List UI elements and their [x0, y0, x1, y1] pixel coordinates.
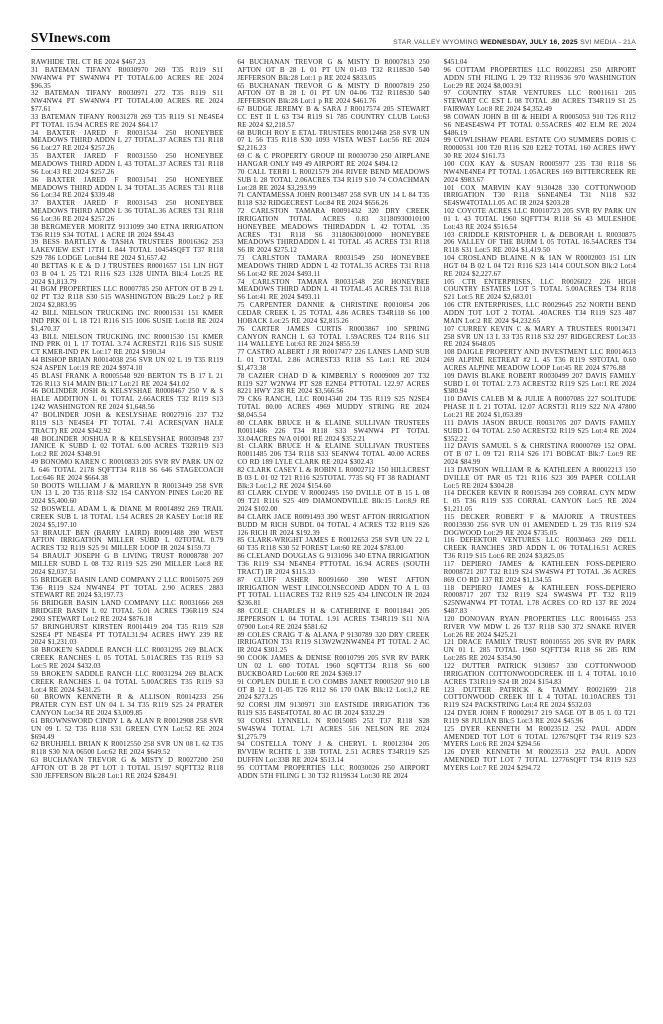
tax-record-entry: 47 BOLINDER JOSH & KESLYSHAE R0027916 237 T32 R119 S13 NE4SE4 PT TOTAL 7.41 ACRES(VAN HALE TRACT) RE 2024 $342.92	[31, 410, 224, 435]
tax-record-entry: 115 DECKER ROBERT F & MAJORIE A TRUSTEES R0013930 256 SVR UN 01 AMENDED L 29 T35 R119 S24 DOGWOOD Lot:29 RE 2024 $735.05	[443, 512, 636, 537]
tax-record-entry: 40 BETTAS K E & D J TRUSTEES R0001657 151 LIN HGT 03 B 04 L 25 T21 R116 S23 1328 UINTA Blk:4 Lot:25 RE 2024 $1,813.79	[31, 261, 224, 286]
tax-record-entry: 98 COWAN JOHN B III & HEIDI A R0005053 910 T26 R112 S6 NE4SE4SW4 PT TOTAL 0.55ACRES 402 ELM RE 2024 $486.19	[443, 112, 636, 137]
tax-record-entry: 70 CALL TERRI L R0021579 204 RIVER BEND MEADOWS SUB L 28 TOTAL 2.06ACRES T34 R119 S10 74 COACHMAN Lot:28 RE 2024 $3,293.99	[237, 167, 430, 192]
tax-record-entry: 69 C & C PROPERTY GROUP III R0030730 250 AIRPLANE HANGAR ONLY #49 49 AIRPORT RE 2024 $494.12	[237, 152, 430, 168]
tax-record-entry: 44 BISHOP BRIAN R0014038 256 SVR UN 02 L 19 T35 R119 S24 ASPEN Lot:19 RE 2024 $974.10	[31, 356, 224, 372]
tax-record-entry: 48 BOLINDER JOSHUA R & KELSEYSHAE R0030948 237 JANICE K SUBD L 02 TOTAL 6.00 ACRES T32R119 S13 Lot:2 RE 2024 $348.91	[31, 434, 224, 459]
tax-record-entry: 82 CLARK CASEY L & ROBIN L R0002712 150 HILLCREST B 03 L 01 02 T21 R116 S25TOTAL 7735 SQ FT 38 RADIANT Blk:3 Lot:1,2 RE 2024 $154.60	[237, 465, 430, 490]
tax-record-entry: 93 CORSI LYNNELL N R0015085 253 T37 R118 S28 SW4SW4 TOTAL 1.71 ACRES 516 NELSON RE 2024 $1,275.79	[237, 716, 430, 741]
tax-record-entry: 84 CLARK JACE R0091493 390 WEST AFTON IRRIGATION BUDD M RICH SUBDL 04 TOTAL 4 ACRES T32 R119 S26 126 RICH IR 2024 $192.39	[237, 512, 430, 537]
tax-record-entry: 32 BATEMAN TIFANY R0030971 272 T35 R119 S11 NW4NW4 PT SW4NW4 PT TOTAL4.00 ACRES RE 2024 $77.61	[31, 89, 224, 114]
tax-record-entry: 118 DEPIERO JAMES & KATHLEEN FOSS-DEPIERO R0008717 207 T32 R119 S24 SW4SW4 PT T32 R119 S25NW4NW4 PT TOTAL 1.78 ACRES CO RD 137 RE 2024 $487.83	[443, 583, 636, 616]
tax-record-entry: 39 BESS BARTLEY & TASHA TRUSTEES R0016362 253 LAKEVIEW EST 17TH L 844 TOTAL 10454SQFT T37 R118 S29 786 LODGE Lot:844 RE 2024 $1,657.42	[31, 238, 224, 263]
notice-column-3	[444, 59, 636, 781]
tax-record-entry: 33 BATEMAN TIFANY R0031278 269 T35 R119 S1 NE4SE4 PT TOTAL 15.94 ACRES RE 2024 $64.17	[31, 112, 224, 129]
tax-record-entry: 85 CLARK-WRIGHT JAMES E R0012653 258 SVR UN 22 L 60 T35 R118 S30 52 FOREST Lot:60 RE 2024 $783.00	[237, 536, 430, 553]
tax-record-entry: 79 CK6 RANCH, LLC R0014340 204 T35 R119 S25 N2SE4 TOTAL 80.00 ACRES 4969 MUDDY STRING RE 2024 $8,045.54	[237, 395, 430, 419]
tax-record-entry: 111 DAVIS JASON BRUCE R0031705 207 DAVIS FAMILY SUBD L 04 TOTAL 2.50 ACREST32 R119 S25 Lot:4 RE 2024 $352.22	[443, 418, 636, 443]
tax-record-entry: 120 DONOVAN RYAN PROPERTIES LLC R0016455 253 RIVER VW MDW L 26 T37 R118 S30 372 SNAKE RIVER Lot:26 RE 2024 $425.21	[443, 614, 636, 639]
tax-record-entry: 50 BOOTS WILLIAM J & MARILYN R R0013449 258 SVR UN 13 L 20 T35 R118 S32 154 CANYON PINES Lot:20 RE 2024 $5,400.60	[31, 481, 224, 506]
dateline-date: WEDNESDAY, JULY 16, 2025	[480, 39, 578, 46]
tax-record-entry: 87 CLUFF ASHER R0091660 390 WEST AFTON IRRIGATION WEST LINCOLNSECOND ADDN TO A L 03 PT TOTAL 1.11ACRES T32 R119 S25 434 LINCOLN IR 2024 $236.81	[237, 575, 430, 608]
tax-record-entry: 81 CLARK BRUCE H & ELAINE SULLIVAN TRUSTEES R0011485 206 T34 R118 S33 SE4NW4 TOTAL 40.00 ACRES CO RD 189 LYLE CLARK RE 2024 $302.43	[237, 442, 430, 467]
tax-record-entry: 121 DRACE FAMILY TRUST R0010555 205 SVR RV PARK UN 01 L 285 TOTAL 1960 SQFTT34 R118 S6 285 RIM Lot:285 RE 2024 $354.90	[443, 638, 636, 663]
tax-record-entry: RAWHIDE TRL CT RE 2024 $467.23	[31, 58, 146, 66]
tax-record-entry: 101 COX MARVIN KAY 9130428 330 COTTONWOOD IRRIGATION T30 R118 S6NE4NE4 T31 N118 S32 SE4SW4TOTAL1.05 AC IR 2024 $203.28	[443, 183, 636, 208]
tax-record-entry: 37 BAXTER JARED F R0031543 250 HONEYBEE MEADOWS THIRD ADDN L 36 TOTAL.36 ACRES T31 R118 S6 Lot:36 RE 2024 $257.26	[31, 199, 224, 223]
notice-column-1	[31, 59, 223, 781]
tax-record-entry: 57 BRINGHURST KIRSTEN R0014419 204 T35 R119 S28 S2SE4 PT NE4SE4 PT TOTAL31.94 ACRES HWY 239 RE 2024 $1,231.03	[31, 622, 224, 647]
tax-record-entry: 86 CLELAND DOUGLAS G 9131096 340 ETNA IRRIGATION T36 R119 S34 NE4NE4 PTTOTAL 16.94 ACRES (SOUTH TRACT) IR 2024 $115.33	[237, 552, 430, 576]
tax-record-entry: 126 DYER KENNETH M R0023513 252 PAUL ADDN AMENDED TOT LOT 7 TOTAL 12776SQFT T34 R119 S23 MYERS Lot:7 RE 2024 $294.72	[443, 748, 636, 772]
tax-record-entry: 110 DAVIS CALEB M & JULIE A R0007085 227 SOLITUDE PHASE II L 21 TOTAL 12.07 ACRST31 R119 S22 N/A 47800 Lot:21 RE 2024 $1,053.89	[443, 395, 636, 419]
tax-record-entry: 34 BAXTER JARED F R0031534 250 HONEYBEE MEADOWS THIRD ADDN L 27 TOTAL.37 ACRES T31 R118 S6 Lot:27 RE 2024 $257.26	[31, 128, 224, 153]
dateline-location: STAR VALLEY WYOMING	[393, 39, 481, 46]
tax-record-entry: 72 CARLSTON TAMARA R0091432 320 DRY CREEK IRRIGATION TOTAL ACRES 0.83 31180930010100 HONEYBEE MEADOWS THIRDADDN L 42 TOTAL .35 ACRES T31 R118 S6 31180630010000 HONEYBEE MEADOWS THIRDADDN L 41 TOTAL .45 ACRES T31 R118 S6 IR 2024 $275.12	[237, 207, 430, 255]
tax-record-entry: 78 CAZIER CHAD D & KIMBERLY S R0009009 207 T32 R119 S27 W2NW4 PT S28 E2NE4 PTTOTAL 122.97 ACRES 8221 HWY 238 RE 2024 $3,566.56	[237, 371, 430, 396]
tax-record-entry: 91 COPLEN DULIE E C/O COMBS JANET R0005207 910 LB OT B 12 L 01-05 T26 R112 S6 170 OAK Blk:12 Lot:1,2 RE 2024 $273.25	[237, 677, 430, 702]
tax-record-entry: 56 BRIDGER BASIN LAND COMPANY LLC R0031666 269 BRIDGER BASIN L 02 TOTAL 5.01 ACRES T36R119 S24 2903 STEWART Lot:2 RE 2024 $876.18	[31, 599, 224, 623]
tax-record-entry: 49 BONOMO KAREN C R0010833 205 SVR RV PARK UN 02 L 646 TOTAL 2178 SQFTT34 R118 S6 646 STAGECOACH Lot:646 RE 2024 $664.38	[31, 458, 224, 482]
tax-record-entry: 64 BUCHANAN TREVOR G & MISTY D R0007813 250 AFTON OT B 28 L 01 PT UN 01-03 T32 R118S30 540 JEFFERSON Blk:28 Lot:1 p RE 2024 $833.05	[237, 58, 430, 82]
tax-record-entry: 100 COX KAY & SUSAN R0005977 235 T30 R118 S6 NW4NE4NE4 PT TOTAL 1.05ACRES 169 BITTERCREEK RE 2024 $983.67	[443, 159, 636, 184]
tax-record-entry: 94 COSTELLA TONY J & CHERYL L R0012304 205 RVVIEW RCHTE L 33B TOTAL 2.51 ACRES T34R119 S25 DUFFIN Lot:33B RE 2024 $513.14	[237, 740, 430, 765]
tax-record-entry: 63 BUCHANAN TREVOR G & MISTY D R0027200 250 AFTON OT B 28 PT LOT 1 TOTAL 15197 SQFTT32 R118 S30 JEFFERSON Blk:28 Lot:1 RE 2024 $284.91	[31, 756, 224, 780]
notice-column-2	[237, 59, 429, 781]
tax-record-entry: 76 CARTER JAMES CURTIS R0003867 100 SPRING CANYON RANCH L 63 TOTAL 1.59ACRES T24 R116 S11 114 WALLEYE Lot:63 RE 2024 $855.59	[237, 324, 430, 349]
tax-record-entry: 67 BUDGE JEREMY B & SARA J R0017574 205 STEWART CC EST II L 63 T34 R119 S1 785 COUNTRY CLUB Lot:63 RE 2024 $2,218.57	[237, 105, 430, 129]
tax-record-entry: 46 BOLINDER JOSH & KELSYSHAE R0008467 250 V & S HALE ADDITION L 01 TOTAL 2.66ACRES T32 R119 S13 1242 WASHINGTON RE 2024 $1,648.56	[31, 387, 224, 412]
tax-record-entry: 62 BRUHJELL BRIAN K R0012550 258 SVR UN 08 L 62 T35 R118 S30 N/A 06500 Lot:62 RE 2024 $649.52	[31, 740, 224, 757]
tax-record-entry: 43 BILL NIELSON TRUCKING INC R0001530 151 KMER IND PRK 01 L 17 TOTAL 3.74 ACREST21 R116 S15 SUSIE CT KMER-IND PK Lot:17 RE 2024 $190.34	[31, 332, 224, 357]
tax-record-entry: 83 CLARK CLYDE V R0002495 150 DVILLE OT B 15 L 08 09 T21 R116 S25 409 DIAMONDVILLE Blk:15 Lot:8,9 RE 2024 $102.00	[237, 489, 430, 514]
tax-record-entry: 65 BUCHANAN TREVOR G & MISTY D R0007819 250 AFTON OT B 28 L 01 PT UN 04-06 T32 R118S30 540 JEFFERSON Blk:28 Lot:1 p RE 2024 $461.76	[237, 81, 430, 106]
tax-record-entry: 35 BAXTER JARED F R0031550 250 HONEYBEE MEADOWS THIRD ADDN L 43 TOTAL.37 ACRES T31 R118 S6 Lot:43 RE 2024 $257.26	[31, 152, 224, 176]
tax-record-entry: 38 BERGMEYER MORITZ 9131099 340 ETNA IRRIGATION T36 R119 S34 TOTAL 1 ACRE IR 2024 $94.43	[31, 222, 224, 239]
tax-record-entry: 122 DUTTER PATRICK 9130857 330 COTTONWOOD IRRIGATION COTTONWOODCREEK III L 4 TOTAL 10.10 ACRES T31R119 S24 IR 2024 $154.83	[443, 661, 636, 686]
tax-record-entry: 108 DAIGLE PROPERTY AND INVESTMENT LLC R0014613 269 ALPINE RETREAT #2 L 45 T36 R119 S9TOTAL 0.60 ACRES ALPINE MEADOW LOOP Lot:45 RE 2024 $776.88	[443, 348, 636, 372]
tax-record-entry: 71 CANTAMESSA JOHN R0013487 258 SVR UN 14 L 84 T35 R118 S32 RIDGECREST Lot:84 RE 2024 $656.26	[237, 191, 430, 208]
tax-record-entry: 75 CARPENTER DANNIE & CHRISTINE R0010854 206 CEDAR CREEK L 25 TOTAL 4.86 ACRES T34R118 S6 100 HOBACK Lot:25 RE 2024 $2,815.26	[237, 301, 430, 325]
tax-record-entry: 102 COYOTE ACRES LLC R0010723 205 SVR RV PARK UN 01 L 43 TOTAL 1960 SQFTT34 R118 S6 43 MULESHOE Lot:43 RE 2024 $516.54	[443, 207, 636, 231]
tax-record-entry: 125 DYER KENNETH M R0023512 252 PAUL ADDN AMENDED TOT LOT 6 TOTAL 12767SQFT T34 R119 S23 MYERS Lot:6 RE 2024 $294.56	[443, 724, 636, 749]
tax-record-entry: 92 CORSI JIM 9130971 310 EASTSIDE IRRIGATION T36 R119 S35 E4SE4TOTAL 80 AC IR 2024 $332.29	[237, 701, 430, 718]
tax-record-entry: $451.04	[443, 58, 468, 66]
tax-record-entry: 59 BROKE'N SADDLE RANCH LLC R0031294 269 BLACK CREEK RANCHES L 04 TOTAL 5.00ACRES T35 R119 S3 Lot:4 RE 2024 $431.25	[31, 669, 224, 694]
tax-record-entry: 53 BRAULT BEN (BARRY LAIRD) R0091488 390 WEST AFTON IRRIGATION MILLER SUBD L 02TOTAL 0.79 ACRES T32 R119 S25 91 MILLER LOOP IR 2024 $159.73	[31, 528, 224, 553]
tax-record-entry: 58 BROKE'N SADDLE RANCH LLC R0031295 269 BLACK CREEK RANCHES L 05 TOTAL 5.01ACRES T35 R119 S3 Lot:5 RE 2024 $432.03	[31, 646, 224, 670]
tax-record-entry: 123 DUTTER PATRICK & TAMMY R0021699 218 COTTONWOOD CREEK III L 4 TOTAL 10.10ACRES T31 R119 S24 PACKSTRING Lot:4 RE 2024 $532.03	[443, 685, 636, 710]
tax-record-entry: 80 CLARK BRUCE H & ELAINE SULLIVAN TRUSTEES R0011486 226 T34 R118 S33 SW4NW4 PT TOTAL 33.04ACRES N/A 01001 RE 2024 $352.21	[237, 418, 430, 443]
tax-record-entry: 55 BRIDGER BASIN LAND COMPANY 2 LLC R0015075 269 T36 R119 S24 NW4NE4 PT TOTAL 2.90 ACRES 2883 STEWART RE 2024 $3,197.73	[31, 575, 224, 600]
tax-record-entry: 77 CASTRO ALBERT J JR R0017477 226 LANES LAND SUB L 01 TOTAL 2.86 ACREST33 R118 S5 Lot:1 RE 2024 $1,473.38	[237, 348, 430, 372]
tax-record-entry: 105 CTR ENTERPRISES, LLC R0026022 226 HIGH COUNTRY ESTATES LOT 5 TOTAL 5.00ACRES T34 R118 S21 Lot:5 RE 2024 $2,683.01	[443, 277, 636, 302]
tax-record-entry: 97 COUNTRY STAR VENTURES LLC R0011611 205 STEWART CC EST L 08 TOTAL .80 ACRES T34R119 S1 25 FAIRWAY Lot:8 RE 2024 $4,352.49	[443, 89, 636, 114]
tax-record-entry: 45 BLASI FRANK A R0005548 920 BERTON TS B 17 L 21 T26 R113 S14 MAIN Blk:17 Lot:21 RE 2024 $41.02	[31, 371, 224, 388]
newspaper-page	[31, 30, 636, 781]
tax-record-entry: 42 BILL NIELSON TRUCKING INC R0001531 151 KMER IND PRK 01 L 18 T21 R116 S15 1006 SUSIE Lot:18 RE 2024 $1,470.37	[31, 309, 224, 333]
tax-record-entry: 117 DEPIERO JAMES & KATHLEEN FOSS-DEPIERO R0008721 207 T32 R119 S24 SW4SW4 PT TOTAL .36 ACRES 869 CO RD 137 RE 2024 $1,134.55	[443, 560, 636, 584]
tax-record-entry: 95 COTTAM PROPERTIES LLC R0030026 250 AIRPORT ADDN 5TH FILING L 30 T32 R119S34 Lot:30 RE 2024	[237, 763, 430, 780]
tax-record-entry: 73 CARLSTON TAMARA R0031549 250 HONEYBEE MEADOWS THIRD ADDN L 42 TOTAL.35 ACRES T31 R118 S6 Lot:42 RE 2024 $493.11	[237, 254, 430, 278]
tax-record-entry: 106 CTR ENTERPRISES, LLC R0029645 252 NORTH BEND ADDN TOT LOT 2 TOTAL .40ACRES T34 R119 S23 487 MAIN Lot:2 RE 2024 $4,232.65	[443, 301, 636, 325]
tax-record-entry: 52 BOSWELL ADAM L & DIANE M R0014892 269 TRAIL CREEK SUB L 18 TOTAL 1.54 ACRES 28 KASEY Lot:18 RE 2024 $5,197.10	[31, 505, 224, 529]
tax-record-entry: 31 BATEMAN TIFANY R0030970 269 T35 R119 S11 NW4NW4 PT SW4NW4 PT TOTAL6.00 ACRES RE 2024 $96.35	[31, 65, 224, 90]
masthead-title: SVInews.com	[31, 30, 111, 45]
tax-record-entry: 113 DAVISON WILLIAM R & KATHLEEN A R0002213 150 DVILLE OT PAR 05 T21 R116 S23 309 PAPER COLLAR Lot:5 RE 2024 $304.28	[443, 465, 636, 490]
tax-record-entry: 116 DEFEKTOR VENTURES LLC R0030463 269 DELL CREEK RANCHES 3RD ADDN L 06 TOTAL16.51 ACRES T36 R119 S15 Lot:6 RE 2024 $3,825.05	[443, 536, 636, 561]
page-header	[31, 30, 636, 50]
dateline-edition: SVI MEDIA - 21A	[577, 39, 636, 46]
tax-record-entry: 90 COOK JAMES & DENISE R0010799 205 SVR RV PARK UN 02 L 600 TOTAL 1960 SQFTT34 R118 S6 600 BUCKBOARD Lot:600 RE 2024 $369.17	[237, 654, 430, 678]
tax-record-entry: 103 CRIDDLE KRISTOPHER L & DEBORAH L R0030875 206 VALLEY OF THE BURM L 05 TOTAL 16.54ACRES T34 R118 S31 Lot:5 RE 2024 $1,419.50	[443, 230, 636, 255]
tax-record-entry: 107 CURREY KEVIN C & MARY A TRUSTEES R0013471 258 SVR UN 13 L 33 T35 R118 S32 297 RIDGECREST Lot:33 RE 2024 $648.05	[443, 324, 636, 349]
tax-record-entry: 124 DYER JOHN F R0002917 219 SAGE OT B 05 L 03 T21 R119 S8 JULIAN Blk:5 Lot:3 RE 2024 $45.96	[443, 709, 636, 725]
tax-record-entry: 104 CROSLAND BLAINE N & IAN W R0002003 151 LIN HGT 04 B 02 L 04 T21 R116 S23 1414 COULSON Blk:2 Lot:4 RE 2024 $2,227.67	[443, 254, 636, 278]
tax-record-entry: 74 CARLSTON TAMARA R0031548 250 HONEYBEE MEADOWS THIRD ADDN L 41 TOTAL.45 ACRES T31 R118 S6 Lot:41 RE 2024 $493.11	[237, 277, 430, 302]
tax-record-entry: 99 COWLISHAW PEARL ESTATE C/O SUMMERS DORIS C R0000531 100 T20 R116 S20 E2E2 TOTAL 160 ACRES HWY 30 RE 2024 $161.73	[443, 136, 636, 161]
tax-record-entry: 68 BURCH ROY E ETAL TRUSTEES R0012468 258 SVR UN 07 L 56 T35 R118 S30 1093 VISTA WEST Lot:56 RE 2024 $2,216.23	[237, 128, 430, 153]
tax-record-entry: 36 BAXTER JARED F R0031541 250 HONEYBEE MEADOWS THIRD ADDN L 34 TOTAL.35 ACRES T31 R118 S6 Lot:34 RE 2024 $339.48	[31, 175, 224, 200]
tax-record-entry: 60 BROWN KENNETH R & ALLISON R0014233 256 PRATER CYN EST UN 04 L 34 T35 R119 S25 24 PRATER CANYON Lot:34 RE 2024 $3,009.85	[31, 693, 224, 718]
tax-record-entry: 88 COLE CHARLES H & CATHERINE E R0011841 205 JEPPERSON L 04 TOTAL 1.91 ACRES T34R119 S11 N/A 07900 Lot:4 RE 2024 $581.62	[237, 607, 430, 631]
tax-record-entry: 61 BROWNSWORD CINDY L & ALAN R R0012908 258 SVR UN 09 L 52 T35 R118 S31 GREEN CYN Lot:52 RE 2024 $694.49	[31, 716, 224, 741]
dateline	[393, 39, 636, 46]
tax-record-entry: 109 DAVIS BLAKE ROBERT R0030499 207 DAVIS FAMILY SUBD L 01 TOTAL 2.73 ACREST32 R119 S25 Lot:1 RE 2024 $380.94	[443, 371, 636, 396]
tax-record-entry: 112 DAVIS SAMUEL S & CHRISTINA R0000769 152 OPAL OT B 07 L 09 T21 R114 S26 171 BOBCAT Blk:7 Lot:9 RE 2024 $84.99	[443, 442, 636, 467]
tax-record-entry: 54 BRAULT JOSEPH G B LIVING TRUST R0008788 207 MILLER SUBD L 08 T32 R119 S25 290 MILLER Lot:8 RE 2024 $2,037.51	[31, 552, 224, 576]
tax-record-entry: 41 BGM PROPERTIES LLC R0007785 250 AFTON OT B 29 L 02 PT T32 R118 S30 515 WASHINGTON Blk:29 Lot:2 p RE 2024 $2,883.95	[31, 285, 224, 310]
tax-record-entry: 89 COLES CRAIG T & ALANA P 9130789 320 DRY CREEK IRRIGATION T31 R119 S13W2W2NW4NE4 PT TOTAL 2 AC IR 2024 $301.25	[237, 630, 430, 655]
tax-notice-body	[31, 59, 636, 781]
tax-record-entry: 96 COTTAM PROPERTIES LLC R0022851 250 AIRPORT ADDN 5TH FILING L 29 T32 R119S36 970 WASHINGTON Lot:29 RE 2024 $8,003.91	[443, 65, 636, 90]
tax-record-entry: 114 DECKER KEVIN R R0015394 269 CORRAL CYN MDW L 05 T36 R119 S35 CORRAL CANYON Lot:5 RE 2024 $1,211.05	[443, 489, 636, 514]
